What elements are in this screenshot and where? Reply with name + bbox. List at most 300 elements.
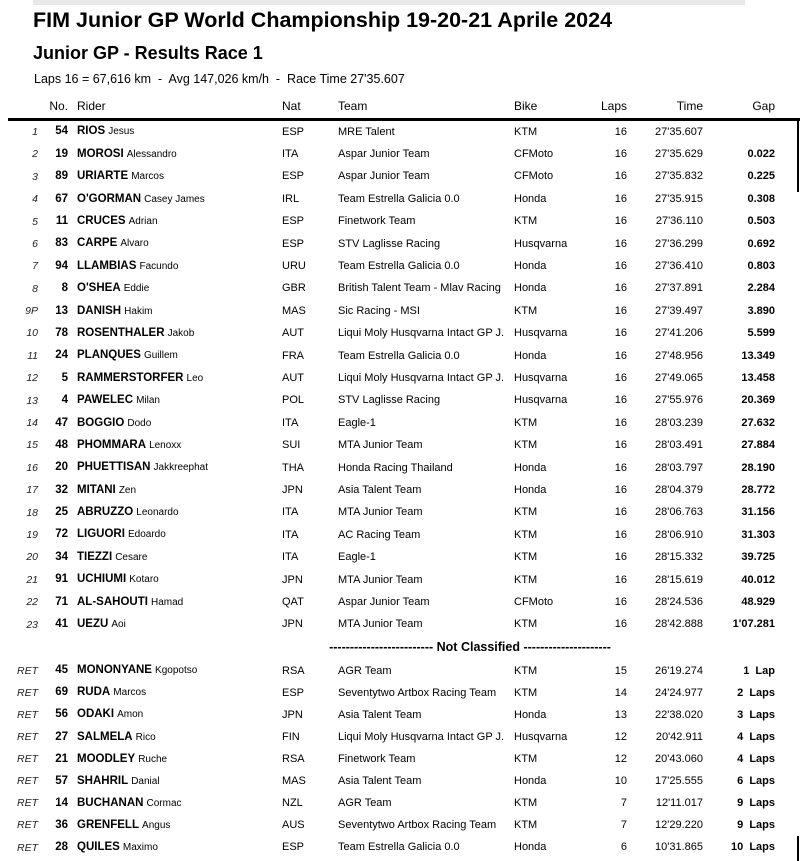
laps-count: 16 — [614, 618, 627, 631]
rider-surname: SHAHRIL — [77, 774, 129, 787]
classified-results-section — [8, 121, 798, 636]
total-time: 27'55.976 — [655, 394, 703, 407]
team-name: Aspar Junior Team — [338, 595, 430, 608]
bike-brand: KTM — [514, 664, 538, 677]
total-time: 27'49.065 — [655, 371, 703, 384]
bike-brand: Husqvarna — [514, 237, 568, 250]
position-label: 3 — [32, 170, 38, 183]
position-label: 8 — [32, 282, 38, 295]
laps-count: 16 — [614, 260, 627, 273]
rider-number: 57 — [55, 774, 68, 787]
divider-dashes-right: --------------------- — [523, 640, 611, 654]
result-row — [8, 390, 798, 412]
rider-firstname: Danial — [131, 775, 160, 787]
rider-firstname: Cesare — [115, 551, 148, 563]
retired-row — [8, 660, 798, 682]
bike-brand: Honda — [514, 349, 547, 362]
laps-count: 16 — [614, 237, 627, 250]
nationality: JPN — [282, 618, 303, 631]
laps-count: 16 — [614, 170, 627, 183]
rider-number: 71 — [55, 595, 68, 608]
gap-value: 20.369 — [741, 394, 775, 407]
position-label: 4 — [32, 193, 38, 206]
bike-brand: Honda — [514, 260, 547, 273]
rider-number: 41 — [55, 618, 68, 631]
rider-name — [68, 350, 282, 362]
team-name: Finetwork Team — [338, 752, 416, 765]
rider-firstname: Jakob — [167, 327, 195, 339]
rider-name — [68, 261, 282, 273]
gap-value: 3 Laps — [737, 708, 775, 721]
rider-name — [68, 440, 282, 452]
team-name: STV Laglisse Racing — [338, 237, 441, 250]
rider-firstname: Amon — [117, 709, 144, 721]
rider-name — [68, 194, 282, 206]
rider-surname: ODAKI — [77, 708, 115, 721]
total-time: 27'36.299 — [655, 237, 703, 250]
result-row — [8, 546, 798, 568]
rider-number: 14 — [55, 796, 68, 809]
rider-number: 69 — [55, 686, 68, 699]
total-time: 28'04.379 — [655, 483, 703, 496]
position-label: 19 — [26, 528, 38, 541]
bike-brand: Honda — [514, 282, 547, 295]
retired-row — [8, 682, 798, 704]
header-time: Time — [676, 99, 703, 113]
rider-surname: SALMELA — [77, 730, 133, 743]
laps-count: 16 — [614, 595, 627, 608]
laps-count: 16 — [614, 461, 627, 474]
rider-firstname: Jakkreephat — [153, 462, 209, 474]
position-label: 13 — [26, 394, 38, 407]
bike-brand: KTM — [514, 416, 538, 429]
laps-count: 16 — [614, 506, 627, 519]
total-time: 28'06.910 — [655, 528, 703, 541]
rider-name — [68, 709, 282, 721]
nationality: AUT — [282, 327, 304, 340]
rider-name — [68, 328, 282, 340]
rider-firstname: Adrian — [128, 216, 158, 227]
rider-firstname: Alvaro — [120, 238, 149, 250]
rider-firstname: Zen — [118, 484, 137, 496]
team-name: Seventytwo Artbox Racing Team — [338, 686, 497, 699]
nationality: RSA — [282, 752, 305, 765]
retired-row — [8, 726, 798, 748]
rider-number: 89 — [55, 170, 68, 183]
position-label: 7 — [32, 260, 38, 273]
result-row — [8, 524, 798, 546]
retired-row — [8, 815, 798, 837]
rider-surname: LIGUORI — [77, 528, 125, 541]
gap-value: 27.884 — [741, 439, 775, 452]
header-team: Team — [338, 99, 368, 113]
gap-value: 13.349 — [741, 349, 775, 362]
laps-count: 13 — [614, 708, 627, 721]
rider-surname: TIEZZI — [77, 550, 113, 563]
team-name: STV Laglisse Racing — [338, 394, 441, 407]
result-row — [8, 211, 798, 233]
result-row — [8, 188, 798, 210]
rider-name — [68, 529, 282, 541]
team-name: MTA Junior Team — [338, 618, 423, 631]
total-time: 12'11.017 — [655, 797, 703, 810]
laps-count: 12 — [614, 730, 627, 743]
rider-firstname: Guillem — [143, 350, 178, 362]
nationality: ITA — [282, 506, 299, 519]
rider-number: 56 — [55, 708, 68, 721]
laps-count: 16 — [614, 327, 627, 340]
position-label: RET — [17, 819, 38, 832]
rider-surname: URIARTE — [77, 170, 129, 183]
gap-value: 9 Laps — [737, 819, 775, 832]
gap-value: 2 Laps — [737, 686, 775, 699]
total-time: 10'31.865 — [655, 841, 703, 854]
laps-count: 16 — [614, 528, 627, 541]
divider-dashes-left: ------------------------- — [329, 640, 434, 654]
rider-number: 48 — [55, 438, 68, 451]
result-row — [8, 434, 798, 456]
result-row — [8, 569, 798, 591]
team-name: MTA Junior Team — [338, 506, 423, 519]
rider-surname: ABRUZZO — [77, 506, 134, 519]
team-name: British Talent Team - Mlav Racing — [338, 282, 501, 295]
laps-count: 16 — [614, 394, 627, 407]
nationality: AUT — [282, 371, 304, 384]
gap-value: 6 Laps — [737, 775, 775, 788]
laps-count: 16 — [614, 483, 627, 496]
laps-count: 6 — [620, 841, 627, 854]
bike-brand: CFMoto — [514, 148, 554, 161]
result-row — [8, 255, 798, 277]
rider-surname: MITANI — [77, 483, 116, 496]
total-time: 28'03.491 — [655, 439, 703, 452]
rider-surname: GRENFELL — [77, 818, 139, 831]
laps-count: 12 — [614, 752, 627, 765]
header-nat: Nat — [282, 99, 301, 113]
position-label: 22 — [26, 596, 38, 609]
rider-number: 91 — [55, 573, 68, 586]
position-label: 12 — [26, 372, 38, 385]
rider-surname: BOGGIO — [77, 416, 125, 429]
team-name: Aspar Junior Team — [338, 170, 430, 183]
result-row — [8, 479, 798, 501]
bike-brand: Honda — [514, 483, 547, 496]
nationality: RSA — [282, 664, 305, 677]
rider-firstname: Lenoxx — [149, 439, 182, 451]
team-name: Liqui Moly Husqvarna Intact GP J. — [338, 327, 505, 340]
total-time: 27'36.410 — [655, 260, 703, 273]
position-label: RET — [17, 708, 38, 721]
bike-brand: KTM — [514, 304, 538, 317]
rider-surname: UCHIUMI — [77, 573, 127, 586]
gap-value: 48.929 — [741, 595, 775, 608]
nationality: ESP — [282, 237, 305, 250]
bike-brand: KTM — [514, 618, 538, 631]
retired-row — [8, 793, 798, 815]
rider-surname: PHUETTISAN — [77, 461, 151, 474]
rider-firstname: Jesus — [108, 126, 135, 138]
rider-firstname: Marcos — [113, 687, 147, 699]
nationality: JPN — [282, 483, 303, 496]
total-time: 28'24.536 — [655, 595, 703, 608]
rider-surname: DANISH — [77, 304, 122, 317]
rider-firstname: Hamad — [150, 596, 184, 608]
nationality: ITA — [282, 148, 299, 161]
nationality: IRL — [282, 192, 300, 205]
bike-brand: Honda — [514, 775, 547, 788]
gap-value: 28.772 — [741, 483, 775, 496]
team-name: Asia Talent Team — [338, 483, 422, 496]
bike-brand: Honda — [514, 708, 547, 721]
nationality: ITA — [282, 551, 299, 564]
laps-count: 16 — [614, 304, 627, 317]
total-time: 17'25.555 — [655, 775, 703, 788]
rider-surname: CRUCES — [77, 215, 126, 227]
rider-number: 8 — [61, 282, 68, 295]
nationality: ESP — [282, 841, 305, 854]
team-name: MTA Junior Team — [338, 439, 423, 452]
rider-surname: PHOMMARA — [77, 438, 146, 451]
rider-name — [68, 619, 282, 631]
laps-count: 16 — [614, 573, 627, 586]
team-name: Aspar Junior Team — [338, 148, 430, 161]
nationality: ESP — [282, 686, 305, 699]
position-label: 18 — [26, 506, 38, 519]
laps-count: 16 — [614, 551, 627, 564]
total-time: 20'43.060 — [655, 752, 703, 765]
position-label: 5 — [32, 215, 38, 228]
laps-count: 15 — [614, 664, 627, 677]
nationality: FRA — [282, 349, 304, 362]
gap-value: 1 Lap — [743, 664, 775, 677]
rider-number: 11 — [55, 215, 68, 227]
nationality: AUS — [282, 819, 305, 832]
nationality: POL — [282, 394, 305, 407]
rider-firstname: Dodo — [127, 417, 152, 429]
rider-firstname: Leo — [186, 372, 204, 384]
gap-value: 1'07.281 — [732, 618, 775, 631]
bike-brand: KTM — [514, 528, 538, 541]
race-info-line: Laps 16 = 67,616 km - Avg 147,026 km/h - Race Time 27'35.607 — [34, 72, 405, 86]
gap-value: 13.458 — [741, 371, 775, 384]
team-name: Team Estrella Galicia 0.0 — [338, 260, 460, 273]
rider-name — [68, 776, 282, 788]
bike-brand: CFMoto — [514, 170, 554, 183]
rider-number: 4 — [61, 394, 68, 407]
retired-results-section — [8, 660, 798, 859]
rider-name — [68, 507, 282, 519]
rider-firstname: Angus — [142, 819, 171, 831]
team-name: AGR Team — [338, 664, 392, 677]
result-row — [8, 166, 798, 188]
rider-firstname: Alessandro — [126, 148, 177, 160]
laps-count: 16 — [614, 215, 627, 228]
team-name: Honda Racing Thailand — [338, 461, 453, 474]
rider-name — [68, 552, 282, 564]
laps-count: 16 — [614, 148, 627, 161]
retired-row — [8, 837, 798, 859]
table-right-border-bottom — [797, 836, 799, 861]
total-time: 27'36.110 — [655, 215, 703, 228]
total-time: 28'03.797 — [655, 461, 703, 474]
rider-firstname: Eddie — [123, 283, 150, 295]
gap-value: 10 Laps — [730, 841, 775, 854]
rider-number: 27 — [55, 730, 68, 743]
total-time: 12'29.220 — [655, 819, 703, 832]
rider-name — [68, 216, 282, 228]
nationality: THA — [282, 461, 304, 474]
nationality: ESP — [282, 125, 305, 138]
rider-name — [68, 597, 282, 609]
retired-row — [8, 704, 798, 726]
gap-value: 0.503 — [747, 215, 775, 228]
position-label: 17 — [26, 484, 38, 497]
team-name: Eagle-1 — [338, 416, 376, 429]
nationality: MAS — [282, 304, 306, 317]
rider-name — [68, 171, 282, 183]
team-name: Asia Talent Team — [338, 775, 422, 788]
bike-brand: KTM — [514, 551, 538, 564]
rider-surname: RUDA — [77, 686, 111, 699]
rider-surname: RAMMERSTORFER — [77, 371, 184, 384]
team-name: Team Estrella Galicia 0.0 — [338, 192, 460, 205]
rider-name — [68, 820, 282, 832]
rider-surname: PAWELEC — [77, 394, 134, 407]
result-row — [8, 278, 798, 300]
total-time: 27'37.891 — [655, 282, 703, 295]
rider-name — [68, 687, 282, 699]
rider-surname: ROSENTHALER — [77, 326, 165, 339]
result-row — [8, 233, 798, 255]
nationality: ESP — [282, 215, 305, 228]
rider-number: 34 — [55, 550, 68, 563]
rider-name — [68, 665, 282, 677]
bike-brand: KTM — [514, 819, 538, 832]
rider-name — [68, 418, 282, 430]
bike-brand: KTM — [514, 573, 538, 586]
page-subtitle: Junior GP - Results Race 1 — [33, 43, 263, 63]
total-time: 20'42.911 — [655, 730, 703, 743]
team-name: Asia Talent Team — [338, 708, 422, 721]
rider-name — [68, 126, 282, 138]
rider-firstname: Leonardo — [136, 507, 179, 519]
bike-brand: KTM — [514, 125, 538, 138]
laps-count: 16 — [614, 416, 627, 429]
position-label: 10 — [26, 327, 38, 340]
total-time: 27'48.956 — [655, 349, 703, 362]
rider-firstname: Kgopotso — [155, 665, 198, 677]
rider-firstname: Hakim — [124, 305, 153, 317]
rider-firstname: Kotaro — [129, 574, 159, 586]
nationality: ESP — [282, 170, 305, 183]
bike-brand: Husqvarna — [514, 730, 568, 743]
total-time: 26'19.274 — [655, 664, 703, 677]
rider-firstname: Casey James — [144, 193, 205, 205]
laps-count: 14 — [614, 686, 627, 699]
rider-surname: LLAMBIAS — [77, 259, 137, 272]
gap-value: 9 Laps — [737, 797, 775, 810]
laps-count: 16 — [614, 282, 627, 295]
team-name: Team Estrella Galicia 0.0 — [338, 349, 460, 362]
rider-surname: CARPE — [77, 237, 118, 250]
result-row — [8, 121, 798, 143]
page-title: FIM Junior GP World Championship 19-20-21 Aprile 2024 — [33, 8, 613, 32]
total-time: 27'35.607 — [655, 125, 703, 138]
bike-brand: Husqvarna — [514, 394, 568, 407]
retired-row — [8, 770, 798, 792]
rider-name — [68, 373, 282, 385]
laps-count: 16 — [614, 439, 627, 452]
team-name: Finetwork Team — [338, 215, 416, 228]
rider-number: 20 — [55, 461, 68, 474]
rider-surname: AL-SAHOUTI — [77, 595, 148, 608]
total-time: 28'06.763 — [655, 506, 703, 519]
nationality: NZL — [282, 797, 303, 810]
rider-number: 94 — [55, 259, 68, 272]
rider-number: 28 — [55, 841, 68, 854]
not-classified-divider — [170, 640, 770, 654]
rider-surname: MOROSI — [77, 147, 124, 160]
total-time: 27'35.629 — [655, 148, 703, 161]
position-label: 11 — [27, 349, 38, 362]
laps-count: 10 — [614, 775, 627, 788]
position-label: 14 — [26, 417, 38, 430]
position-label: RET — [17, 797, 38, 810]
nationality: JPN — [282, 573, 303, 586]
rider-firstname: Edoardo — [127, 529, 166, 541]
header-laps: Laps — [600, 99, 627, 113]
laps-count: 16 — [614, 371, 627, 384]
table-header-row — [8, 94, 775, 118]
rider-number: 72 — [55, 528, 68, 541]
rider-number: 83 — [55, 237, 68, 250]
laps-count: 7 — [620, 797, 627, 810]
rider-name — [68, 842, 282, 854]
laps-count: 16 — [614, 192, 627, 205]
gap-value: 39.725 — [741, 551, 775, 564]
rider-surname: O'SHEA — [77, 282, 121, 295]
total-time: 28'15.619 — [655, 573, 703, 586]
rider-number: 67 — [55, 192, 68, 205]
total-time: 27'41.206 — [655, 327, 703, 340]
rider-firstname: Milan — [136, 395, 160, 407]
position-label: 20 — [26, 551, 38, 564]
top-gray-bar — [33, 0, 745, 5]
rider-number: 21 — [55, 752, 68, 765]
result-row — [8, 367, 798, 389]
total-time: 24'24.977 — [655, 686, 703, 699]
rider-firstname: Aoi — [111, 619, 126, 631]
nationality: ITA — [282, 528, 299, 541]
not-classified-label: Not Classified — [436, 640, 520, 654]
rider-number: 78 — [55, 326, 68, 339]
position-label: RET — [17, 753, 38, 766]
bike-brand: KTM — [514, 439, 538, 452]
total-time: 28'03.239 — [655, 416, 703, 429]
rider-number: 54 — [55, 125, 68, 138]
bike-brand: Husqvarna — [514, 371, 568, 384]
result-row — [8, 502, 798, 524]
rider-name — [68, 485, 282, 497]
result-row — [8, 345, 798, 367]
header-gap: Gap — [752, 99, 775, 113]
bike-brand: KTM — [514, 215, 538, 228]
bike-brand: Honda — [514, 192, 547, 205]
nationality: ITA — [282, 416, 299, 429]
result-row — [8, 614, 798, 636]
rider-surname: O'GORMAN — [77, 192, 142, 205]
nationality: SUI — [282, 439, 301, 452]
